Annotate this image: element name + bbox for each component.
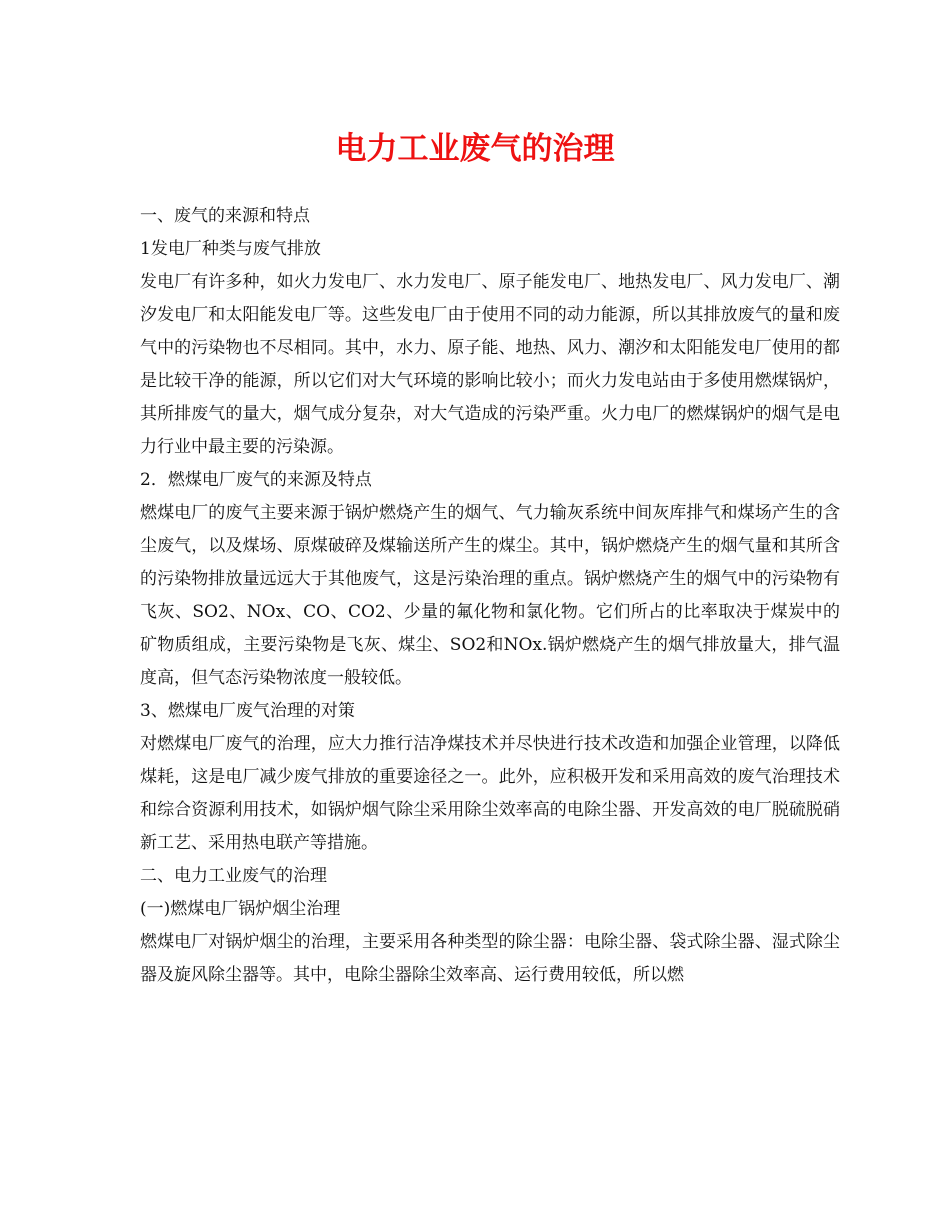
section-heading: 二、电力工业废气的治理 <box>140 866 327 886</box>
body-paragraph: 燃煤电厂对锅炉烟尘的治理，主要采用各种类型的除尘器：电除尘器、袋式除尘器、湿式除尘器及旋风除尘器等。其中，电除尘器除尘效率高、运行费用较低，所以燃 <box>140 932 840 985</box>
section-heading: 一、废气的来源和特点 <box>140 206 310 226</box>
subsection-heading: 3、燃煤电厂废气治理的对策 <box>140 701 355 721</box>
body-paragraph: 发电厂有许多种，如火力发电厂、水力发电厂、原子能发电厂、地热发电厂、风力发电厂、潮汐发电厂和太阳能发电厂等。这些发电厂由于使用不同的动力能源，所以其排放废气的量和废气中的污染物也不尽相同。其中，水力、原子能、地热、风力、潮汐和太阳能发电厂使用的都是比较干净的能源，所以它们对大气环境的影响比较小；而火力发电站由于多使用燃煤锅炉，其所排废气的量大，烟气成分复杂，对大气造成的污染严重。火力电厂的燃煤锅炉的烟气是电力行业中最主要的污染源。 <box>140 272 840 457</box>
subsection-heading: 1发电厂种类与废气排放 <box>140 239 321 259</box>
document-body <box>140 200 840 992</box>
document-title: 电力工业废气的治理 <box>335 131 615 167</box>
body-paragraph: 对燃煤电厂废气的治理，应大力推行洁净煤技术并尽快进行技术改造和加强企业管理，以降低煤耗，这是电厂减少废气排放的重要途径之一。此外，应积极开发和采用高效的废气治理技术和综合资源利用技术，如锅炉烟气除尘采用除尘效率高的电除尘器、开发高效的电厂脱硫脱硝新工艺、采用热电联产等措施。 <box>140 734 840 853</box>
subsection-heading: 2．燃煤电厂废气的来源及特点 <box>140 470 372 490</box>
body-paragraph: 燃煤电厂的废气主要来源于锅炉燃烧产生的烟气、气力输灰系统中间灰库排气和煤场产生的含尘废气，以及煤场、原煤破碎及煤输送所产生的煤尘。其中，锅炉燃烧产生的烟气量和其所含的污染物排放量远远大于其他废气，这是污染治理的重点。锅炉燃烧产生的烟气中的污染物有飞灰、SO2、NOx、CO、CO2、少量的氟化物和氯化物。它们所占的比率取决于煤炭中的矿物质组成，主要污染物是飞灰、煤尘、SO2和NOx.锅炉燃烧产生的烟气排放量大，排气温度高，但气态污染物浓度一般较低。 <box>140 503 840 688</box>
subsection-heading: (一)燃煤电厂锅炉烟尘治理 <box>140 899 341 919</box>
